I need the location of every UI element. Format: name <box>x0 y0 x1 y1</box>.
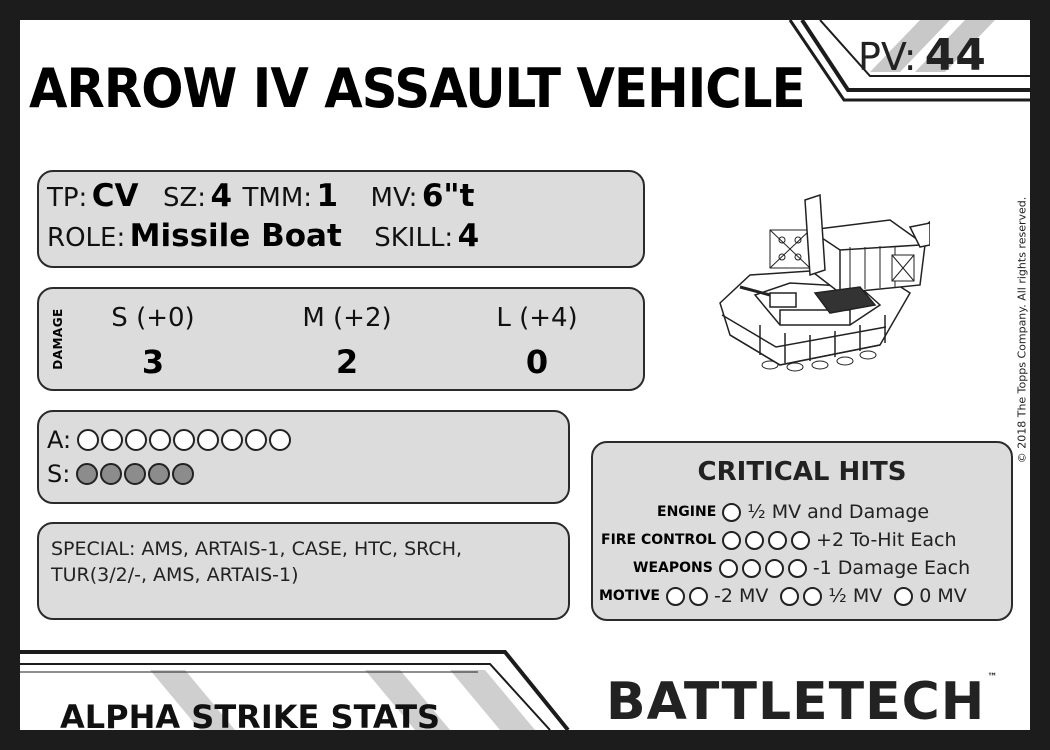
crit-row-engine <box>657 501 929 523</box>
crit-fire-control-pip[interactable] <box>768 531 787 550</box>
tmm-value: 1 <box>316 178 339 214</box>
damage-short-label: S (+0) <box>111 303 195 333</box>
structure-track <box>47 460 196 488</box>
structure-label: S: <box>47 460 71 488</box>
armor-pip[interactable] <box>173 429 195 451</box>
critical-hits-box <box>591 441 1013 621</box>
pv-value: 44 <box>924 30 986 81</box>
armor-pip[interactable] <box>101 429 123 451</box>
damage-side-label: DAMAGE <box>51 308 65 370</box>
armor-pip[interactable] <box>245 429 267 451</box>
crit-fire-control-label: FIRE CONTROL <box>601 532 717 548</box>
crit-motive-pip[interactable] <box>666 587 685 606</box>
tp-label: TP: <box>47 183 88 213</box>
damage-long-label: L (+4) <box>496 303 578 333</box>
role-label: ROLE: <box>47 223 126 253</box>
unit-name: ARROW IV ASSAULT VEHICLE <box>29 57 805 120</box>
crit-motive-pip[interactable] <box>780 587 799 606</box>
damage-long-value: 0 <box>525 343 549 381</box>
damage-short-value: 3 <box>141 343 165 381</box>
skill-label: SKILL: <box>374 223 454 253</box>
damage-long <box>477 303 597 381</box>
stats-row-2 <box>47 218 479 254</box>
footer-label: ALPHA STRIKE STATS <box>60 698 441 730</box>
damage-short <box>93 303 213 381</box>
tp-value: CV <box>91 178 139 214</box>
crit-engine-text: ½ MV and Damage <box>747 501 930 523</box>
armor-pip[interactable] <box>221 429 243 451</box>
armor-pip[interactable] <box>149 429 171 451</box>
critical-hits-title: CRITICAL HITS <box>697 457 907 487</box>
crit-weapons-pip[interactable] <box>765 559 784 578</box>
crit-row-fire-control <box>601 529 957 551</box>
sz-label: SZ: <box>162 183 207 213</box>
crit-row-motive <box>599 585 967 607</box>
crit-fire-control-pip[interactable] <box>745 531 764 550</box>
crit-motive-text-1: -2 MV <box>714 585 769 607</box>
armor-label: A: <box>47 426 72 454</box>
mv-label: MV: <box>370 183 418 213</box>
armor-pip[interactable] <box>269 429 291 451</box>
crit-motive-pip[interactable] <box>803 587 822 606</box>
pv-label: PV: <box>858 35 917 79</box>
armor-pip[interactable] <box>197 429 219 451</box>
damage-medium-label: M (+2) <box>302 303 392 333</box>
structure-pip[interactable] <box>172 463 194 485</box>
armor-pips <box>77 429 293 451</box>
logo-trademark: ™ <box>987 672 999 683</box>
crit-fire-control-pip[interactable] <box>722 531 741 550</box>
crit-weapons-pip[interactable] <box>788 559 807 578</box>
damage-box <box>37 287 645 391</box>
damage-medium <box>287 303 407 381</box>
sz-value: 4 <box>210 178 233 214</box>
crit-row-weapons <box>633 557 970 579</box>
card-face <box>20 20 1030 730</box>
armor-pip[interactable] <box>125 429 147 451</box>
crit-engine-pip[interactable] <box>722 503 741 522</box>
crit-fire-control-pip[interactable] <box>791 531 810 550</box>
mv-value: 6"t <box>421 178 475 214</box>
logo-text: BATTLETECH <box>606 672 986 730</box>
crit-motive-pip[interactable] <box>689 587 708 606</box>
stats-row-1 <box>47 178 474 214</box>
crit-motive-pip[interactable] <box>894 587 913 606</box>
armor-track <box>47 426 293 454</box>
tmm-label: TMM: <box>242 183 313 213</box>
point-value <box>858 30 986 86</box>
battletech-logo <box>606 672 998 730</box>
vehicle-illustration <box>710 175 930 395</box>
special-box <box>37 522 570 620</box>
armor-pip[interactable] <box>77 429 99 451</box>
crit-fire-control-text: +2 To-Hit Each <box>816 529 957 551</box>
damage-medium-value: 2 <box>335 343 359 381</box>
structure-pip[interactable] <box>76 463 98 485</box>
crit-motive-label: MOTIVE <box>599 588 660 604</box>
crit-weapons-pip[interactable] <box>742 559 761 578</box>
crit-engine-label: ENGINE <box>657 504 717 520</box>
crit-weapons-text: -1 Damage Each <box>812 557 971 579</box>
structure-pip[interactable] <box>100 463 122 485</box>
special-abilities: SPECIAL: AMS, ARTAIS-1, CASE, HTC, SRCH, TUR(3/2/-, AMS, ARTAIS-1) <box>51 538 463 586</box>
crit-weapons-label: WEAPONS <box>633 560 713 576</box>
role-value: Missile Boat <box>129 218 342 254</box>
structure-pip[interactable] <box>124 463 146 485</box>
structure-pip[interactable] <box>148 463 170 485</box>
structure-pips <box>76 463 196 485</box>
skill-value: 4 <box>457 218 480 254</box>
crit-motive-text-3: 0 MV <box>919 585 967 607</box>
copyright-text: © 2018 The Topps Company. All rights reserved. <box>1015 196 1029 464</box>
crit-motive-text-2: ½ MV <box>828 585 883 607</box>
armor-structure-box <box>37 410 570 504</box>
crit-weapons-pip[interactable] <box>719 559 738 578</box>
general-stats-box <box>37 170 645 268</box>
